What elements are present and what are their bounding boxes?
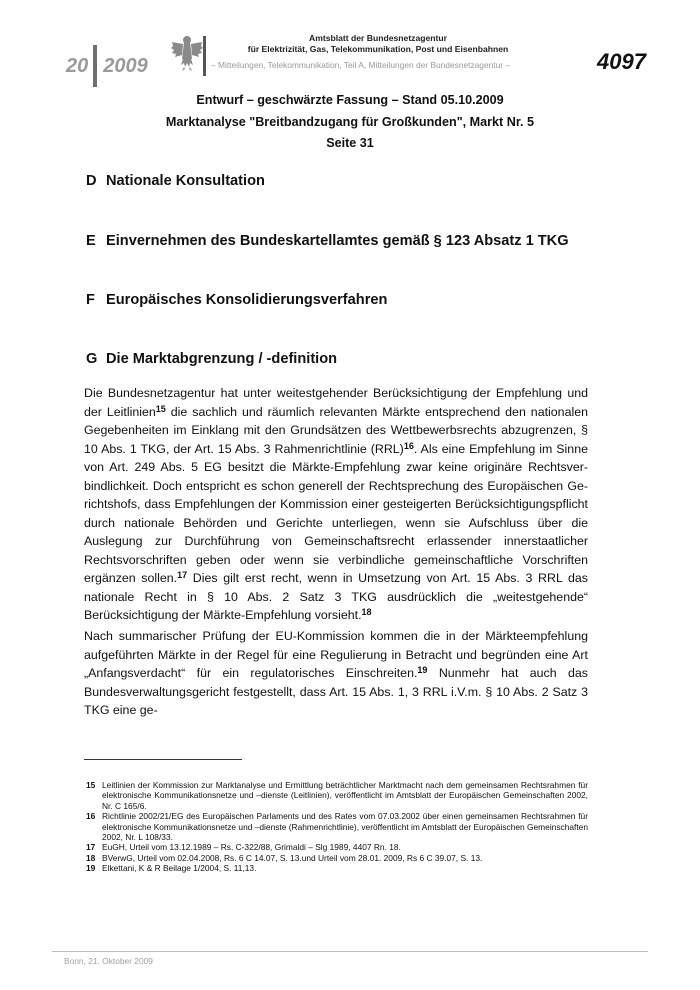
paragraph-text: Die Bundesnetzagentur hat unter weitestgehender Berücksichtigung der Empfehlung und der Leitlinien (84, 386, 588, 419)
document-title: Marktanalyse "Breitbandzugang für Großkunden", Markt Nr. 5 (165, 115, 535, 129)
footnote-separator (84, 759, 242, 760)
page-number: 4097 (597, 49, 646, 74)
publication-title (208, 33, 548, 55)
footnote-ref-18[interactable]: 18 (361, 607, 372, 617)
footnote-text: EuGH, Urteil vom 13.12.1989 – Rs. C-322/88, Grimaldi – Slg 1989, 4407 Rn. 18. (102, 842, 401, 853)
footnote-number: 16 (86, 811, 96, 822)
paragraph-text: Dies gilt erst recht, wenn in Umsetzung von Art. 15 Abs. 3 RRL das nationale Recht in § 10 Abs. 2 Satz 3 TKG ausdrücklich die „weitestgehende“ Berücksichtigung der Märkte-Empfehlung vorsieht. (84, 571, 588, 622)
footnote-ref-16[interactable]: 16 (403, 440, 414, 451)
section-heading-g (86, 351, 337, 367)
footnote-item (86, 842, 588, 852)
section-heading-d (86, 173, 265, 189)
section-letter: D (86, 173, 97, 189)
header-flag-bar (203, 36, 206, 76)
footnote-ref-19[interactable]: 19 (417, 665, 428, 675)
footnote-item (86, 780, 588, 811)
section-letter: G (86, 351, 98, 367)
footnote-list (86, 780, 588, 874)
footnote-number: 19 (86, 863, 96, 874)
footnote-number: 17 (86, 842, 96, 853)
federal-eagle-icon (170, 33, 204, 73)
publication-title-line1: Amtsblatt der Bundesnetzagentur (309, 33, 447, 43)
issue-number-value: 20 (66, 54, 89, 77)
body-paragraph-1 (84, 384, 588, 625)
footer-place-date: Bonn, 21. Oktober 2009 (64, 956, 153, 966)
issue-divider (93, 45, 97, 87)
section-letter: E (86, 233, 96, 249)
paragraph-text: . Als eine Empfehlung im Sinne von Art. 249 Abs. 5 EG besitzt die Märkte-Empfehlung zwar keine originäre Rechtsverbindlichkeit. Doch entspricht es schon generell der Rechtsprechung des Europäischen Gerichtshofs, dass Empfehlungen der Kommission einer gesteigerten Berücksichtigungspflicht durch nationale Behörden und Gerichte unterliegen, wenn sie Aufschluss über die Auslegung zur Durchführung von Gemeinschaftsrecht erlassender innerstaatlicher Rechtsvorschriften geben oder wenn sie verbindliche gemeinschaftliche Vorschriften ergänzen sollen. (84, 441, 588, 585)
publication-section: – Mitteilungen, Telekommunikation, Teil A, Mitteilungen der Bundesnetzagentur – (211, 60, 511, 70)
section-title: Nationale Konsultation (106, 173, 265, 189)
footer-divider (52, 951, 648, 952)
footnote-item (86, 853, 588, 863)
publication-title-line2: für Elektrizität, Gas, Telekommunikation, Post und Eisenbahnen (247, 44, 509, 54)
footnote-text: Richtlinie 2002/21/EG des Europäischen Parlaments und des Rates vom 07.03.2002 über einen gemeinsamen Rechtsrahmen für elektronische Kommunikationsnetze und –dienste (Rahmenrichtlinie), veröffentlicht im Amtsblatt der Europäischen Gemeinschaften 2002, Nr. L 108/33. (102, 811, 588, 843)
footnote-item (86, 811, 588, 842)
paragraph-text: Nunmehr hat auch das Bundesverwaltungsgericht festgestellt, dass Art. 15 Abs. 1, 3 RRL i.V.m. § 10 Abs. 2 Satz 3 TKG eine ge- (84, 666, 588, 717)
footnote-text: BVerwG, Urteil vom 02.04.2008, Rs. 6 C 14.07, S. 13.und Urteil vom 28.01. 2009, Rs 6 C 39.07, S. 13. (102, 852, 483, 863)
issue-year: 2009 (103, 54, 148, 77)
footnote-number: 15 (86, 780, 96, 790)
issue-number (66, 45, 148, 87)
section-title: Einvernehmen des Bundeskartellamtes gemäß § 123 Absatz 1 TKG (106, 233, 569, 249)
draft-status-line: Entwurf – geschwärzte Fassung – Stand 05.10.2009 (196, 93, 504, 107)
footnote-text: Leitlinien der Kommission zur Marktanalyse und Ermittlung beträchtlicher Marktmacht nach dem gemeinsamen Rechtsrahmen für elektronische Kommunikationsnetze und –dienste (Leitlinien), veröffentlicht im Amtsblatt der Europäischen Gemeinschaften 2002, Nr. C 165/6. (102, 780, 588, 811)
body-paragraph-2 (84, 627, 588, 720)
section-letter: F (86, 292, 95, 308)
document-page: Seite 31 (326, 136, 374, 150)
section-title: Europäisches Konsolidierungsverfahren (106, 292, 388, 308)
footnote-number: 18 (86, 852, 96, 863)
footnote-text: Elkettani, K & R Beilage 1/2004, S. 11,13. (102, 863, 257, 874)
section-heading-e (86, 233, 569, 249)
footnote-item (86, 863, 588, 873)
section-title: Die Marktabgrenzung / -definition (106, 351, 338, 367)
section-heading-f (86, 292, 387, 308)
footnote-ref-17[interactable]: 17 (177, 570, 188, 580)
footnote-ref-15[interactable]: 15 (155, 403, 166, 414)
paragraph-text: Nach summarischer Prüfung der EU-Kommission kommen die in der Märkteempfehlung aufgeführten Märkte in der Regel für eine Regulierung in Betracht und begründen eine Art „Anfangsverdacht“ für ein regulatorisches Einschreiten. (84, 629, 588, 680)
paragraph-text: die sachlich und räumlich relevanten Märkte entsprechend den nationalen Gegebenheiten im Einklang mit den Grundsätzen des Wettbewerbsrechts abzugrenzen, § 10 Abs. 1 TKG, der Art. 15 Abs. 3 Rahmenrichtlinie (RRL) (84, 404, 588, 456)
